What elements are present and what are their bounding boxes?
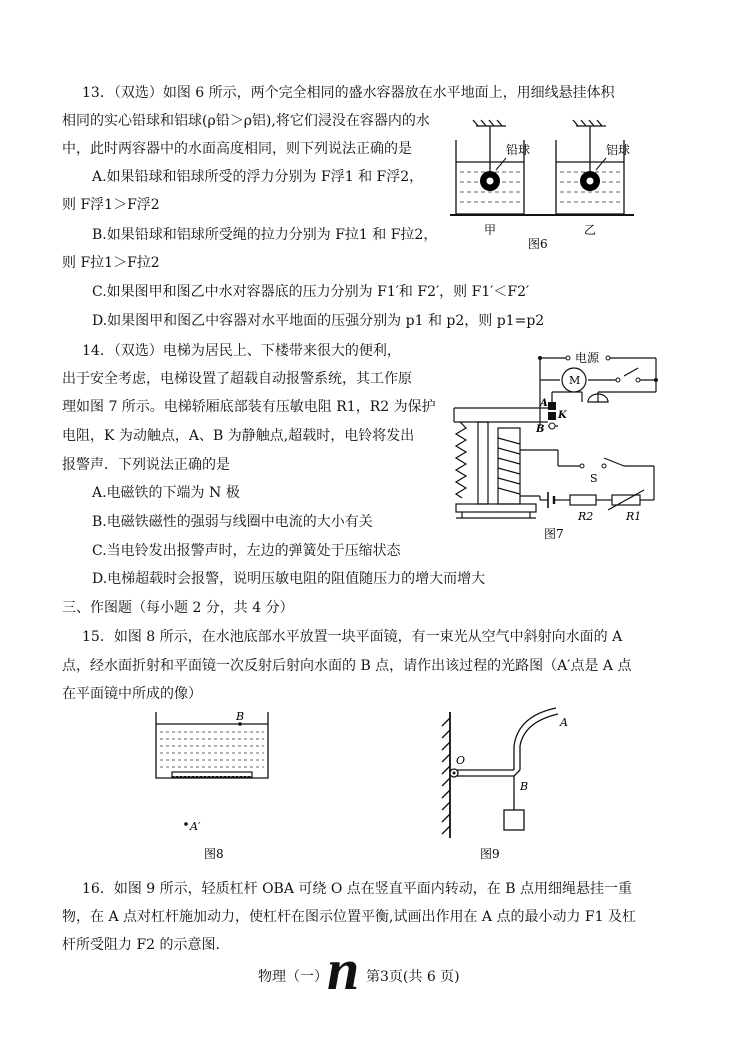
fig7-caption: 图7 [544,527,564,541]
fig7-b-label: B [536,424,545,435]
aluminum-ball-label: 铝球 [606,143,631,157]
q13-option-c: C.如果图甲和图乙中水对容器底的压力分别为 F1′和 F2′，则 F1′＜F2′ [92,284,530,300]
q14-line-1: 14．（双选）电梯为居民上、下楼带来很大的便利， [82,343,401,359]
fig8-b-label: B [236,710,245,723]
fig7-k-label: K [558,410,567,421]
fig8-aprime-label: A′ [190,820,201,833]
footer-logo: n [327,937,360,1002]
footer-page-number: 第3页(共 6 页) [366,969,460,985]
fig9-a-label: A [560,716,568,729]
q13-line-2: 相同的实心铅球和铝球(ρ铅＞ρ铝),将它们浸没在容器内的水 [62,113,430,129]
figure-8 [150,706,280,866]
fig6-caption: 图6 [528,237,548,251]
q14-option-d: D.电梯超载时会报警，说明压敏电阻的阻值随压力的增大而增大 [92,571,486,587]
q13-option-a-2: 则 F浮1＞F浮2 [62,197,160,213]
q16-line-1: 16．如图 9 所示，轻质杠杆 OBA 可绕 O 点在竖直平面内转动，在 B 点用细绳悬挂一重 [82,881,632,897]
q14-option-a: A.电磁铁的下端为 N 极 [92,485,240,501]
q16-line-3: 杆所受阻力 F2 的示意图. [62,937,220,953]
q14-line-5: 报警声．下列说法正确的是 [62,457,230,473]
q16-line-2: 物，在 A 点对杠杆施加动力，使杠杆在图示位置平衡,试画出作用在 A 点的最小动力 F1 及杠 [62,909,636,925]
section-3-heading: 三、作图题（每小题 2 分，共 4 分） [62,600,294,616]
fig9-caption: 图9 [480,847,500,861]
fig7-r1-label: R1 [626,510,642,523]
q15-line-2: 点，经水面折射和平面镜一次反射后射向水面的 B 点，请作出该过程的光路图（A′点是 A 点 [62,658,632,674]
fig6-jia-label: 甲 [484,223,497,237]
q14-option-b: B.电磁铁磁性的强弱与线圈中电流的大小有关 [92,514,373,530]
fig8-caption: 图8 [204,847,224,861]
fig9-b-label: B [520,780,529,793]
fig7-r2-label: R2 [578,510,594,523]
q13-line-1: 13．（双选）如图 6 所示，两个完全相同的盛水容器放在水平地面上，用细线悬挂体积 [82,85,615,101]
fig7-motor-label: M [569,374,581,387]
q15-line-1: 15．如图 8 所示，在水池底部水平放置一块平面镜，有一束光从空气中斜射向水面的 A [82,629,623,645]
q13-option-b-2: 则 F拉1＞F拉2 [62,255,160,271]
q13-option-d: D.如果图甲和图乙中容器对水平地面的压强分别为 p1 和 p2，则 p1=p2 [92,313,545,329]
q14-line-2: 出于安全考虑，电梯设置了超载自动报警系统，其工作原 [62,371,412,387]
q13-option-a-1: A.如果铅球和铝球所受的浮力分别为 F浮1 和 F浮2， [92,169,424,185]
fig9-o-label: O [456,754,466,767]
q13-option-b-1: B.如果铅球和铝球所受绳的拉力分别为 F拉1 和 F拉2， [92,227,438,243]
q15-line-3: 在平面镜中所成的像） [62,686,202,702]
figure-6 [448,118,638,253]
lead-ball-label: 铅球 [506,143,531,157]
q14-line-3: 理如图 7 所示。电梯轿厢底部装有压敏电阻 R1，R2 为保护 [62,399,436,415]
fig7-switch-label: S [590,472,598,485]
figure-7 [448,346,666,542]
fig7-a-label: A [540,398,548,409]
fig7-power-label: 电源 [575,351,600,365]
footer-subject: 物理（一） [258,969,328,985]
fig6-yi-label: 乙 [584,223,597,237]
figure-9 [428,706,578,866]
q14-line-4: 电阻，K 为动触点，A、B 为静触点,超载时，电铃将发出 [62,428,415,444]
q13-line-3: 中，此时两容器中的水面高度相同，则下列说法正确的是 [62,141,412,157]
q14-option-c: C.当电铃发出报警声时，左边的弹簧处于压缩状态 [92,543,401,559]
